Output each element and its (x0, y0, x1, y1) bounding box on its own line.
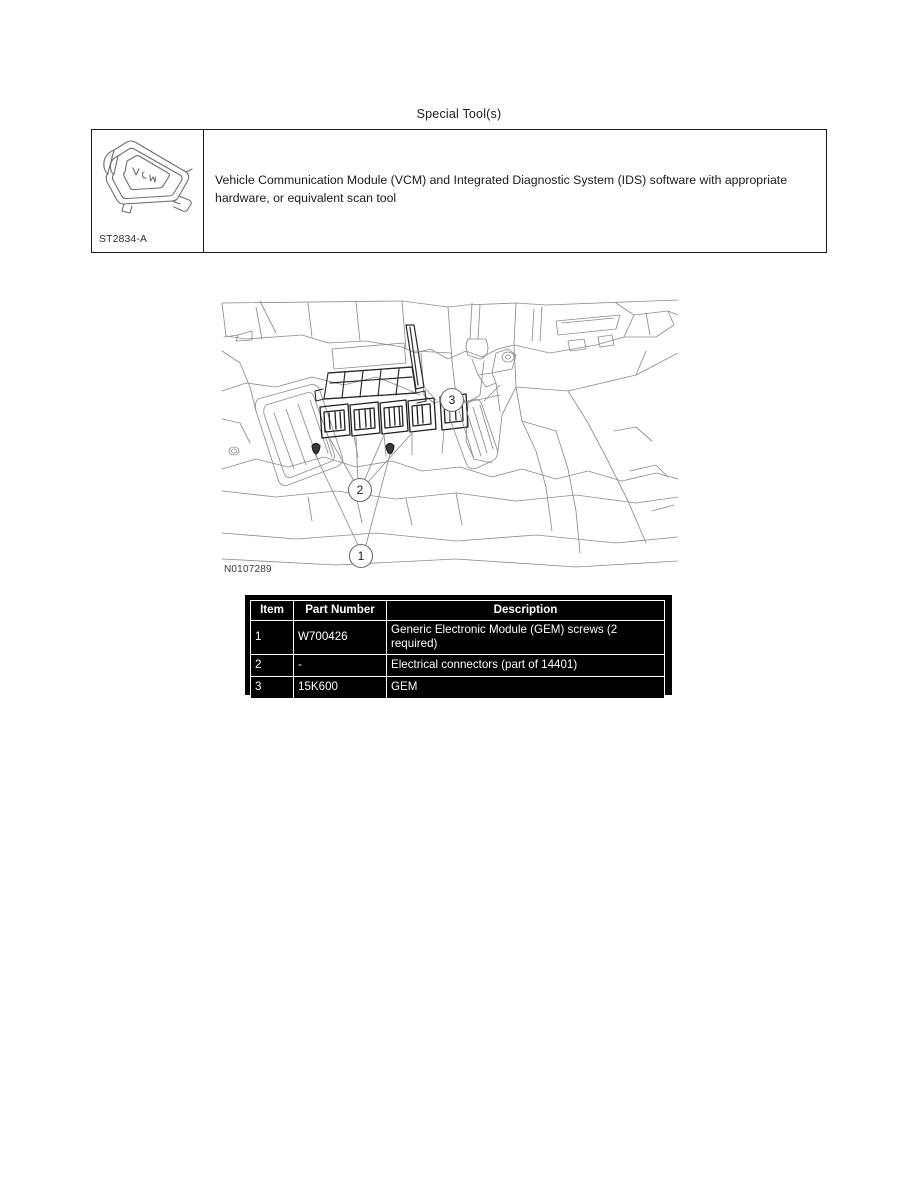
cell-item: 1 (251, 621, 294, 655)
parts-table (250, 600, 665, 699)
callout-label-1: 1 (357, 549, 365, 563)
special-tool-id-label: ST2834-A (99, 233, 148, 245)
special-tool-image-cell (92, 130, 204, 252)
cell-description: GEM (387, 677, 665, 699)
footwell-gem-illustration (216, 291, 678, 583)
parts-table-header-row (251, 601, 665, 621)
column-header-description: Description (387, 601, 665, 621)
cell-description: Generic Electronic Module (GEM) screws (2 required) (387, 621, 665, 655)
cell-part-number: W700426 (294, 621, 387, 655)
cell-item: 3 (251, 677, 294, 699)
column-header-part-number: Part Number (294, 601, 387, 621)
special-tool-table (91, 129, 827, 253)
special-tool-description-cell (204, 130, 826, 252)
cell-description: Electrical connectors (part of 14401) (387, 655, 665, 677)
vcm-device-icon (94, 134, 202, 222)
table-row (251, 621, 665, 655)
column-header-item: Item (251, 601, 294, 621)
parts-table-container (245, 595, 672, 695)
cell-part-number: - (294, 655, 387, 677)
cell-item: 2 (251, 655, 294, 677)
callout-label-3: 3 (448, 393, 456, 407)
special-tool-description-text: Vehicle Communication Module (VCM) and Integrated Diagnostic System (IDS) software with appropriate hardware, or equivalent scan tool (215, 173, 788, 205)
cell-part-number: 15K600 (294, 677, 387, 699)
table-row (251, 677, 665, 699)
special-tools-heading: Special Tool(s) (416, 107, 502, 121)
callout-label-2: 2 (356, 483, 364, 497)
table-row (251, 655, 665, 677)
figure-id-label: N0107289 (224, 564, 272, 575)
